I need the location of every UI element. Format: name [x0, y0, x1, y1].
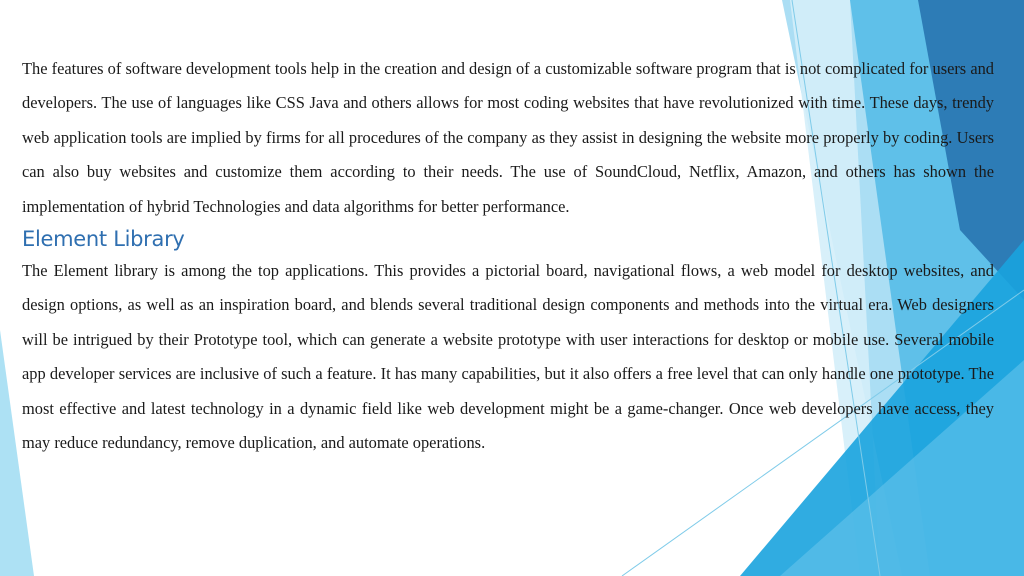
element-library-heading: Element Library [22, 227, 185, 252]
intro-paragraph: The features of software development tools help in the creation and design of a customizable software program that is not complicated for users and developers. The use of languages like CSS Java and others allows for most coding websites that have revolutionized with time. These days, trendy web application tools are implied by firms for all procedures of the company as they assist in designing the website more properly by coding. Users can also buy websites and customize them according to their needs. The use of SoundCloud, Netflix, Amazon, and others has shown the implementation of hybrid Technologies and data algorithms for better performance. [22, 59, 994, 216]
slide-content [22, 52, 994, 460]
element-library-paragraph: The Element library is among the top applications. This provides a pictorial board, navigational flows, a web model for desktop websites, and design options, as well as an inspiration board, and blends several traditional design components and methods into the virtual era. Web designers will be intrigued by their Prototype tool, which can generate a website prototype with user interactions for desktop or mobile use. Several mobile app developer services are inclusive of such a feature. It has many capabilities, but it also offers a free level that can only handle one prototype. The most effective and latest technology in a dynamic field like web development might be a game-changer. Once web developers have access, they may reduce redundancy, remove duplication, and automate operations. [22, 261, 994, 453]
